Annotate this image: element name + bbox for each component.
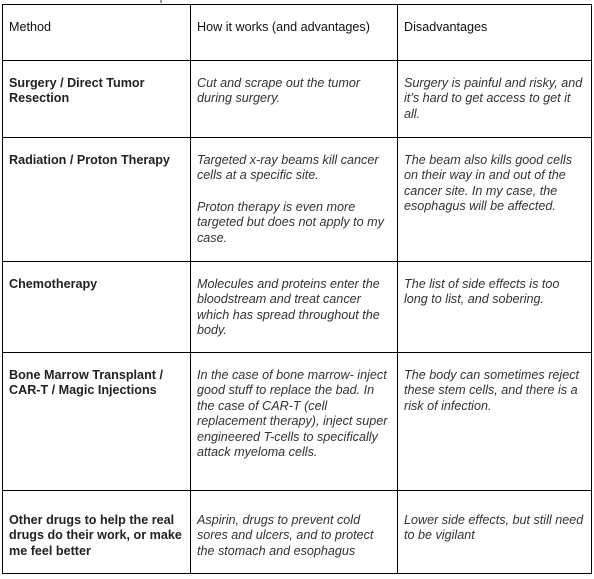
table-row xyxy=(3,61,592,138)
disadvantages-cell: Surgery is painful and risky, and it’s hard to get access to get it all. xyxy=(398,61,592,138)
table-row xyxy=(3,138,592,262)
how-cell xyxy=(191,491,398,574)
disadvantages-cell: The body can sometimes reject these stem cells, and there is a risk of infection. xyxy=(398,353,592,491)
method-cell: Chemotherapy xyxy=(3,262,191,353)
method-cell: Bone Marrow Transplant / CAR-T / Magic Injections xyxy=(3,353,191,491)
table-row xyxy=(3,262,592,353)
how-text: Targeted x-ray beams kill cancer cells at a specific site. xyxy=(197,153,379,183)
header-method: Method xyxy=(3,5,191,61)
how-text: Proton therapy is even more targeted but does not apply to my case. xyxy=(197,199,384,245)
disadvantages-cell: Lower side effects, but still need to be vigilant xyxy=(398,491,592,574)
how-cell xyxy=(191,262,398,353)
how-text: Cut and scrape out the tumor during surgery. xyxy=(197,76,361,106)
disadvantages-cell: The list of side effects is too long to list, and sobering. xyxy=(398,262,592,353)
table-row xyxy=(3,491,592,574)
method-cell: Radiation / Proton Therapy xyxy=(3,138,191,262)
how-text: Molecules and proteins enter the bloodstream and treat cancer which has spread throughout the body. xyxy=(197,277,380,338)
treatment-comparison-table xyxy=(2,4,592,574)
bottom-strip xyxy=(0,575,594,579)
how-cell xyxy=(191,353,398,491)
table-row xyxy=(3,353,592,491)
method-cell: Other drugs to help the real drugs do their work, or make me feel better xyxy=(3,491,191,574)
header-disadvantages: Disadvantages xyxy=(398,5,592,61)
method-cell: Surgery / Direct Tumor Resection xyxy=(3,61,191,138)
cropped-mark xyxy=(160,0,162,3)
table-header-row xyxy=(3,5,592,61)
header-how-it-works: How it works (and advantages) xyxy=(191,5,398,61)
how-text: In the case of bone marrow- inject good stuff to replace the bad. In the case of CAR-T (cell replacement therapy), inject super engineered T-cells to specifically attack myeloma cells. xyxy=(197,368,388,460)
how-cell xyxy=(191,61,398,138)
how-text: Aspirin, drugs to prevent cold sores and ulcers, and to protect the stomach and esophagus xyxy=(197,513,374,558)
how-cell xyxy=(191,138,398,262)
disadvantages-cell: The beam also kills good cells on their way in and out of the cancer site. In my case, the esophagus will be affected. xyxy=(398,138,592,262)
